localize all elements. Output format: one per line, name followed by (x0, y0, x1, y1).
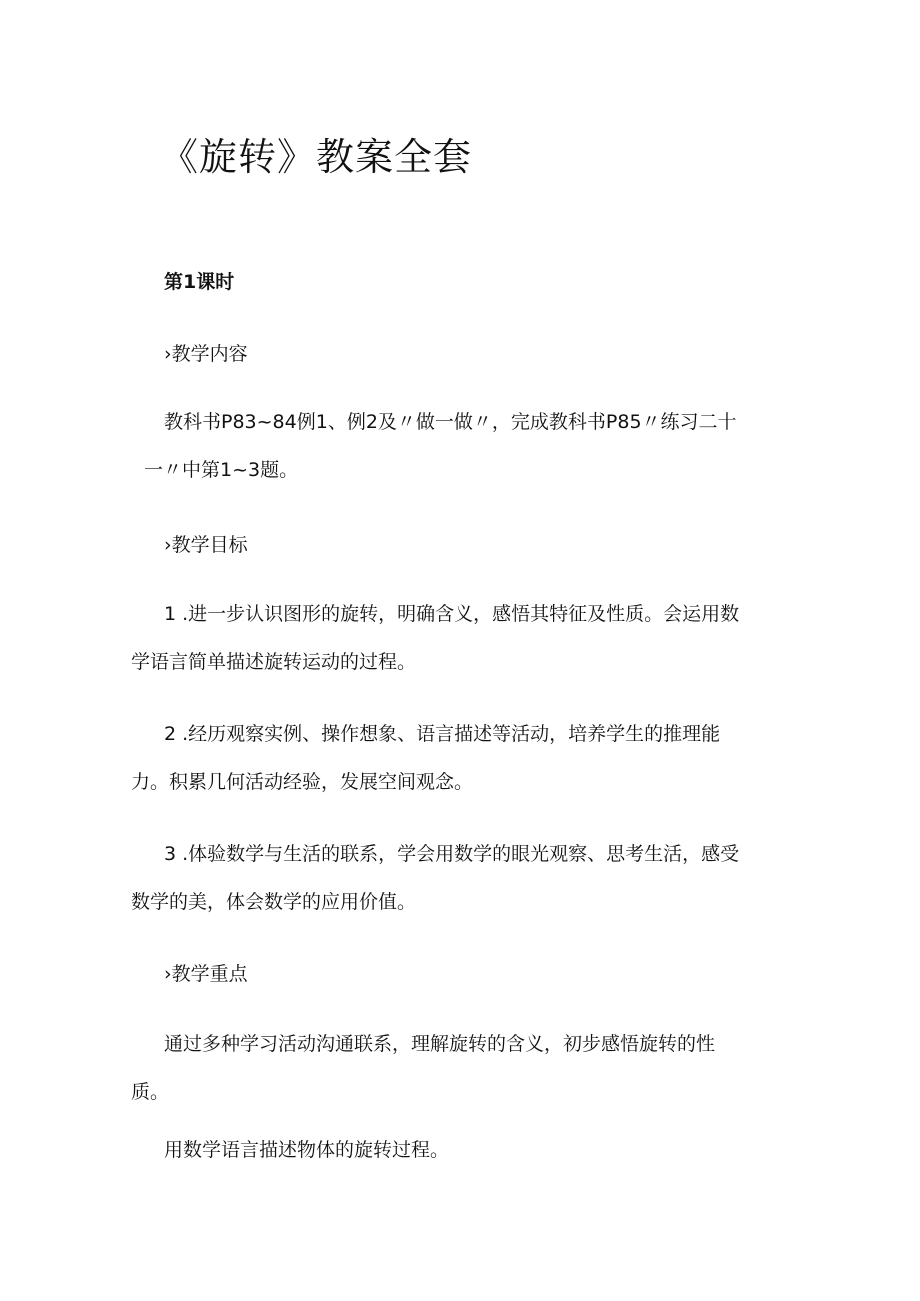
key-point-1-line-2: 质。 (131, 1081, 170, 1103)
goal-2-line-2: 力。积累几何活动经验，发展空间观念。 (131, 771, 474, 793)
lesson-label: 第1课时 (164, 271, 235, 293)
section-heading-key-points: ›教学重点 (164, 963, 248, 985)
goal-2-line-1: 2 .经历观察实例、操作想象、语言描述等活动，培养学生的推理能 (164, 723, 721, 745)
content-text-line-2: 一〃中第1~3题。 (144, 459, 299, 481)
goal-3-line-2: 数学的美，体会数学的应用价值。 (131, 891, 417, 913)
key-point-1-line-1: 通过多种学习活动沟通联系，理解旋转的含义，初步感悟旋转的性 (164, 1033, 716, 1055)
section-heading-content: ›教学内容 (164, 343, 248, 365)
goal-1-line-1: 1 .进一步认识图形的旋转，明确含义，感悟其特征及性质。会运用数 (164, 603, 740, 625)
goal-1-line-2: 学语言简单描述旋转运动的过程。 (131, 651, 417, 673)
content-text-line-1: 教科书P83~84例1、例2及〃做一做〃，完成教科书P85〃练习二十 (164, 411, 737, 433)
key-point-2-line-1: 用数学语言描述物体的旋转过程。 (164, 1139, 450, 1161)
document-title: 《旋转》教案全套 (160, 135, 473, 179)
section-heading-goals: ›教学目标 (164, 534, 248, 556)
goal-3-line-1: 3 .体验数学与生活的联系，学会用数学的眼光观察、思考生活，感受 (164, 843, 740, 865)
